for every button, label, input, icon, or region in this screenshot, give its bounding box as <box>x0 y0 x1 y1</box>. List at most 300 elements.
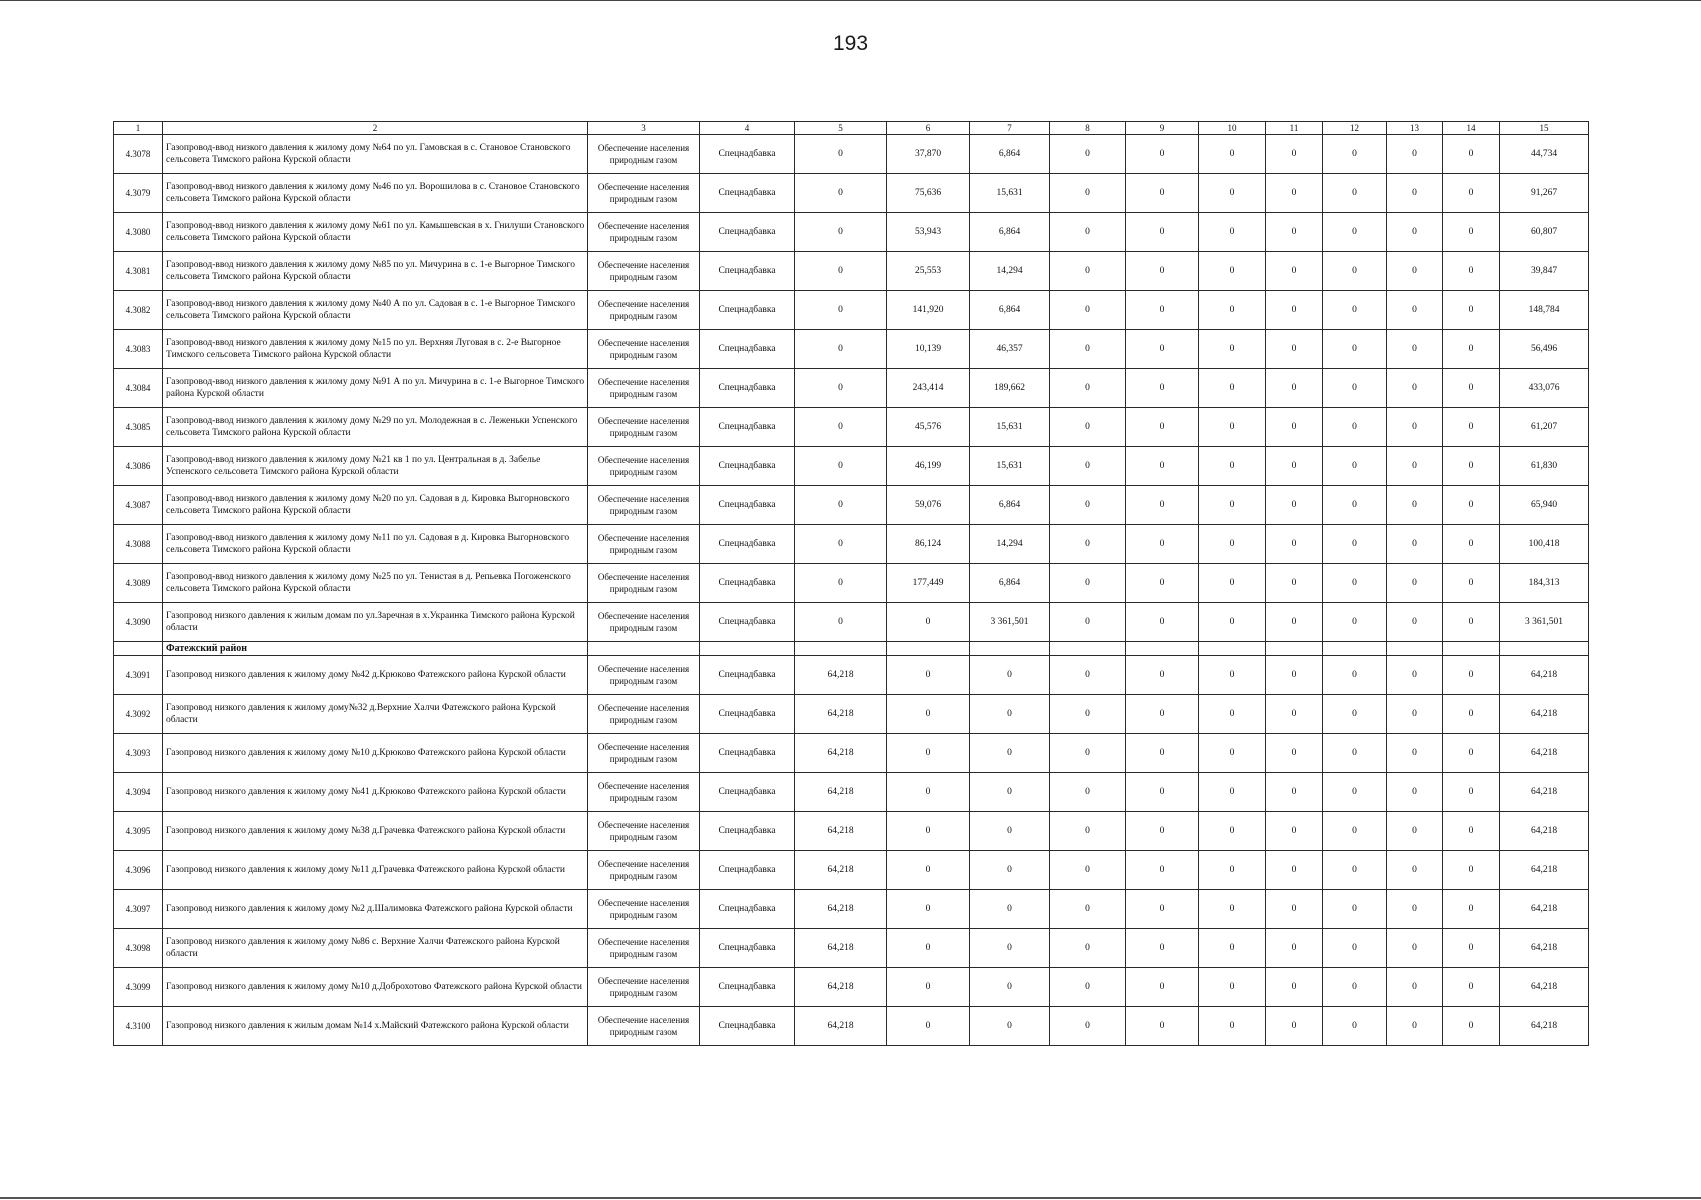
value-col-9: 0 <box>1126 773 1199 812</box>
value-col-5: 0 <box>795 408 887 447</box>
total-col-15: 64,218 <box>1500 695 1589 734</box>
purpose: Обеспечение населения природным газом <box>588 695 700 734</box>
column-header-8: 8 <box>1050 122 1126 135</box>
value-col-13: 0 <box>1387 525 1443 564</box>
object-name: Газопровод низкого давления к жилому дому №2 д.Шалимовка Фатежского района Курской области <box>163 890 588 929</box>
value-col-8: 0 <box>1050 968 1126 1007</box>
value-col-12: 0 <box>1323 330 1387 369</box>
purpose: Обеспечение населения природным газом <box>588 564 700 603</box>
object-name: Газопровод-ввод низкого давления к жилому дому №61 по ул. Камышевская в х. Гнилуши Становского сельсовета Тимского района Курской области <box>163 213 588 252</box>
value-col-8: 0 <box>1050 447 1126 486</box>
purpose: Обеспечение населения природным газом <box>588 656 700 695</box>
table-row <box>114 213 1589 252</box>
total-col-15: 64,218 <box>1500 929 1589 968</box>
total-col-15: 44,734 <box>1500 135 1589 174</box>
value-col-13: 0 <box>1387 695 1443 734</box>
value-col-13: 0 <box>1387 603 1443 642</box>
value-col-10: 0 <box>1199 564 1266 603</box>
value-col-12: 0 <box>1323 851 1387 890</box>
table-row <box>114 603 1589 642</box>
table-row <box>114 929 1589 968</box>
section-empty-cell <box>1266 642 1323 656</box>
total-col-15: 61,207 <box>1500 408 1589 447</box>
total-col-15: 39,847 <box>1500 252 1589 291</box>
value-col-13: 0 <box>1387 812 1443 851</box>
value-col-6: 37,870 <box>887 135 970 174</box>
value-col-14: 0 <box>1443 447 1500 486</box>
table-row <box>114 174 1589 213</box>
purpose: Обеспечение населения природным газом <box>588 1007 700 1046</box>
section-empty-cell <box>1050 642 1126 656</box>
value-col-13: 0 <box>1387 330 1443 369</box>
value-col-5: 64,218 <box>795 890 887 929</box>
purpose: Обеспечение населения природным газом <box>588 890 700 929</box>
purpose: Обеспечение населения природным газом <box>588 447 700 486</box>
value-col-9: 0 <box>1126 695 1199 734</box>
column-number-header <box>114 122 1589 135</box>
value-col-7: 15,631 <box>970 174 1050 213</box>
purpose: Обеспечение населения природным газом <box>588 408 700 447</box>
value-col-12: 0 <box>1323 486 1387 525</box>
funding-source: Спецнадбавка <box>700 525 795 564</box>
value-col-10: 0 <box>1199 603 1266 642</box>
purpose: Обеспечение населения природным газом <box>588 734 700 773</box>
section-empty-cell <box>1500 642 1589 656</box>
value-col-14: 0 <box>1443 525 1500 564</box>
value-col-8: 0 <box>1050 773 1126 812</box>
value-col-5: 0 <box>795 525 887 564</box>
purpose: Обеспечение населения природным газом <box>588 603 700 642</box>
row-id: 4.3099 <box>114 968 163 1007</box>
row-id: 4.3088 <box>114 525 163 564</box>
object-name: Газопровод низкого давления к жилому дому№32 д.Верхние Халчи Фатежского района Курской области <box>163 695 588 734</box>
value-col-11: 0 <box>1266 1007 1323 1046</box>
table-row <box>114 369 1589 408</box>
value-col-10: 0 <box>1199 135 1266 174</box>
total-col-15: 60,807 <box>1500 213 1589 252</box>
section-row <box>114 642 1589 656</box>
value-col-13: 0 <box>1387 486 1443 525</box>
value-col-14: 0 <box>1443 564 1500 603</box>
value-col-13: 0 <box>1387 851 1443 890</box>
section-empty-cell <box>114 642 163 656</box>
column-header-11: 11 <box>1266 122 1323 135</box>
funding-source: Спецнадбавка <box>700 174 795 213</box>
value-col-13: 0 <box>1387 447 1443 486</box>
value-col-8: 0 <box>1050 851 1126 890</box>
object-name: Газопровод-ввод низкого давления к жилому дому №85 по ул. Мичурина в с. 1-е Выгорное Тимского сельсовета Тимского района Курской области <box>163 252 588 291</box>
value-col-11: 0 <box>1266 929 1323 968</box>
value-col-13: 0 <box>1387 890 1443 929</box>
value-col-10: 0 <box>1199 213 1266 252</box>
value-col-9: 0 <box>1126 890 1199 929</box>
value-col-13: 0 <box>1387 408 1443 447</box>
funding-source: Спецнадбавка <box>700 369 795 408</box>
object-name: Газопровод низкого давления к жилому дому №38 д.Грачевка Фатежского района Курской области <box>163 812 588 851</box>
total-col-15: 433,076 <box>1500 369 1589 408</box>
funding-source: Спецнадбавка <box>700 695 795 734</box>
table-row <box>114 252 1589 291</box>
value-col-6: 0 <box>887 851 970 890</box>
value-col-5: 64,218 <box>795 773 887 812</box>
funding-source: Спецнадбавка <box>700 929 795 968</box>
value-col-8: 0 <box>1050 929 1126 968</box>
value-col-9: 0 <box>1126 330 1199 369</box>
total-col-15: 61,830 <box>1500 447 1589 486</box>
value-col-10: 0 <box>1199 447 1266 486</box>
value-col-14: 0 <box>1443 812 1500 851</box>
value-col-14: 0 <box>1443 213 1500 252</box>
section-title: Фатежский район <box>163 642 588 656</box>
value-col-5: 64,218 <box>795 968 887 1007</box>
value-col-13: 0 <box>1387 773 1443 812</box>
total-col-15: 3 361,501 <box>1500 603 1589 642</box>
value-col-9: 0 <box>1126 929 1199 968</box>
object-name: Газопровод-ввод низкого давления к жилому дому №91 А по ул. Мичурина в с. 1-е Выгорное Тимского района Курской области <box>163 369 588 408</box>
funding-source: Спецнадбавка <box>700 486 795 525</box>
value-col-7: 14,294 <box>970 252 1050 291</box>
value-col-14: 0 <box>1443 851 1500 890</box>
purpose: Обеспечение населения природным газом <box>588 486 700 525</box>
funding-source: Спецнадбавка <box>700 1007 795 1046</box>
row-id: 4.3081 <box>114 252 163 291</box>
value-col-12: 0 <box>1323 890 1387 929</box>
funding-source: Спецнадбавка <box>700 213 795 252</box>
value-col-13: 0 <box>1387 174 1443 213</box>
column-header-9: 9 <box>1126 122 1199 135</box>
total-col-15: 64,218 <box>1500 734 1589 773</box>
value-col-8: 0 <box>1050 135 1126 174</box>
table-row <box>114 135 1589 174</box>
funding-source: Спецнадбавка <box>700 408 795 447</box>
value-col-11: 0 <box>1266 447 1323 486</box>
value-col-12: 0 <box>1323 695 1387 734</box>
object-name: Газопровод-ввод низкого давления к жилому дому №11 по ул. Садовая в д. Кировка Выгорновского сельсовета Тимского района Курской области <box>163 525 588 564</box>
table-row <box>114 330 1589 369</box>
value-col-14: 0 <box>1443 252 1500 291</box>
investment-table <box>113 121 1589 1046</box>
value-col-5: 0 <box>795 330 887 369</box>
table-row <box>114 812 1589 851</box>
value-col-10: 0 <box>1199 851 1266 890</box>
value-col-13: 0 <box>1387 213 1443 252</box>
table-row <box>114 525 1589 564</box>
value-col-14: 0 <box>1443 695 1500 734</box>
value-col-9: 0 <box>1126 486 1199 525</box>
value-col-7: 0 <box>970 812 1050 851</box>
funding-source: Спецнадбавка <box>700 252 795 291</box>
column-header-12: 12 <box>1323 122 1387 135</box>
value-col-12: 0 <box>1323 213 1387 252</box>
table-row <box>114 564 1589 603</box>
value-col-12: 0 <box>1323 1007 1387 1046</box>
value-col-12: 0 <box>1323 447 1387 486</box>
value-col-7: 14,294 <box>970 525 1050 564</box>
scan-top-edge <box>0 0 1701 1</box>
value-col-10: 0 <box>1199 812 1266 851</box>
value-col-6: 0 <box>887 734 970 773</box>
value-col-10: 0 <box>1199 734 1266 773</box>
column-header-7: 7 <box>970 122 1050 135</box>
object-name: Газопровод низкого давления к жилому дому №41 д.Крюково Фатежского района Курской области <box>163 773 588 812</box>
table-row <box>114 447 1589 486</box>
purpose: Обеспечение населения природным газом <box>588 525 700 564</box>
object-name: Газопровод низкого давления к жилым домам №14 х.Майский Фатежского района Курской области <box>163 1007 588 1046</box>
value-col-7: 6,864 <box>970 486 1050 525</box>
value-col-11: 0 <box>1266 734 1323 773</box>
value-col-13: 0 <box>1387 252 1443 291</box>
value-col-12: 0 <box>1323 773 1387 812</box>
value-col-5: 0 <box>795 369 887 408</box>
section-empty-cell <box>700 642 795 656</box>
funding-source: Спецнадбавка <box>700 656 795 695</box>
table-row <box>114 1007 1589 1046</box>
value-col-11: 0 <box>1266 174 1323 213</box>
table-row <box>114 890 1589 929</box>
value-col-7: 0 <box>970 851 1050 890</box>
value-col-6: 0 <box>887 695 970 734</box>
funding-source: Спецнадбавка <box>700 291 795 330</box>
value-col-9: 0 <box>1126 213 1199 252</box>
column-header-13: 13 <box>1387 122 1443 135</box>
value-col-12: 0 <box>1323 525 1387 564</box>
object-name: Газопровод-ввод низкого давления к жилому дому №15 по ул. Верхняя Луговая в с. 2-е Выгорное Тимского сельсовета Тимского района Курской области <box>163 330 588 369</box>
object-name: Газопровод низкого давления к жилому дому №10 д.Доброхотово Фатежского района Курской области <box>163 968 588 1007</box>
row-id: 4.3084 <box>114 369 163 408</box>
value-col-5: 0 <box>795 174 887 213</box>
value-col-5: 0 <box>795 447 887 486</box>
value-col-13: 0 <box>1387 291 1443 330</box>
value-col-9: 0 <box>1126 968 1199 1007</box>
table-row <box>114 486 1589 525</box>
purpose: Обеспечение населения природным газом <box>588 213 700 252</box>
total-col-15: 64,218 <box>1500 773 1589 812</box>
value-col-10: 0 <box>1199 369 1266 408</box>
value-col-10: 0 <box>1199 929 1266 968</box>
value-col-11: 0 <box>1266 564 1323 603</box>
value-col-6: 0 <box>887 929 970 968</box>
value-col-11: 0 <box>1266 330 1323 369</box>
value-col-12: 0 <box>1323 929 1387 968</box>
value-col-12: 0 <box>1323 252 1387 291</box>
value-col-8: 0 <box>1050 812 1126 851</box>
section-empty-cell <box>1387 642 1443 656</box>
value-col-8: 0 <box>1050 525 1126 564</box>
value-col-13: 0 <box>1387 656 1443 695</box>
table-row <box>114 968 1589 1007</box>
value-col-6: 0 <box>887 603 970 642</box>
object-name: Газопровод-ввод низкого давления к жилому дому №46 по ул. Ворошилова в с. Становое Становского сельсовета Тимского района Курской области <box>163 174 588 213</box>
value-col-11: 0 <box>1266 135 1323 174</box>
value-col-14: 0 <box>1443 603 1500 642</box>
value-col-5: 64,218 <box>795 656 887 695</box>
table-row <box>114 408 1589 447</box>
value-col-6: 86,124 <box>887 525 970 564</box>
section-empty-cell <box>1199 642 1266 656</box>
value-col-7: 15,631 <box>970 447 1050 486</box>
funding-source: Спецнадбавка <box>700 564 795 603</box>
value-col-5: 0 <box>795 135 887 174</box>
object-name: Газопровод низкого давления к жилому дому №86 с. Верхние Халчи Фатежского района Курской области <box>163 929 588 968</box>
section-empty-cell <box>588 642 700 656</box>
value-col-14: 0 <box>1443 291 1500 330</box>
value-col-9: 0 <box>1126 291 1199 330</box>
total-col-15: 64,218 <box>1500 968 1589 1007</box>
value-col-14: 0 <box>1443 408 1500 447</box>
row-id: 4.3095 <box>114 812 163 851</box>
value-col-14: 0 <box>1443 330 1500 369</box>
row-id: 4.3098 <box>114 929 163 968</box>
column-header-15: 15 <box>1500 122 1589 135</box>
value-col-11: 0 <box>1266 968 1323 1007</box>
value-col-8: 0 <box>1050 369 1126 408</box>
row-id: 4.3086 <box>114 447 163 486</box>
row-id: 4.3092 <box>114 695 163 734</box>
value-col-10: 0 <box>1199 695 1266 734</box>
value-col-13: 0 <box>1387 1007 1443 1046</box>
value-col-10: 0 <box>1199 174 1266 213</box>
funding-source: Спецнадбавка <box>700 603 795 642</box>
value-col-8: 0 <box>1050 695 1126 734</box>
value-col-9: 0 <box>1126 408 1199 447</box>
value-col-13: 0 <box>1387 369 1443 408</box>
value-col-9: 0 <box>1126 564 1199 603</box>
row-id: 4.3089 <box>114 564 163 603</box>
value-col-8: 0 <box>1050 252 1126 291</box>
value-col-11: 0 <box>1266 773 1323 812</box>
object-name: Газопровод-ввод низкого давления к жилому дому №40 А по ул. Садовая в с. 1-е Выгорное Тимского сельсовета Тимского района Курской области <box>163 291 588 330</box>
funding-source: Спецнадбавка <box>700 330 795 369</box>
value-col-12: 0 <box>1323 734 1387 773</box>
row-id: 4.3097 <box>114 890 163 929</box>
value-col-7: 0 <box>970 1007 1050 1046</box>
value-col-11: 0 <box>1266 656 1323 695</box>
total-col-15: 64,218 <box>1500 1007 1589 1046</box>
value-col-8: 0 <box>1050 174 1126 213</box>
value-col-10: 0 <box>1199 773 1266 812</box>
value-col-10: 0 <box>1199 291 1266 330</box>
value-col-9: 0 <box>1126 525 1199 564</box>
value-col-5: 64,218 <box>795 929 887 968</box>
total-col-15: 64,218 <box>1500 812 1589 851</box>
value-col-7: 6,864 <box>970 564 1050 603</box>
object-name: Газопровод-ввод низкого давления к жилому дому №20 по ул. Садовая в д. Кировка Выгорновского сельсовета Тимского района Курской области <box>163 486 588 525</box>
object-name: Газопровод-ввод низкого давления к жилому дому №64 по ул. Гамовская в с. Становое Становского сельсовета Тимского района Курской области <box>163 135 588 174</box>
value-col-6: 0 <box>887 656 970 695</box>
value-col-8: 0 <box>1050 603 1126 642</box>
value-col-5: 64,218 <box>795 1007 887 1046</box>
value-col-7: 3 361,501 <box>970 603 1050 642</box>
purpose: Обеспечение населения природным газом <box>588 330 700 369</box>
value-col-11: 0 <box>1266 486 1323 525</box>
value-col-10: 0 <box>1199 525 1266 564</box>
value-col-13: 0 <box>1387 929 1443 968</box>
value-col-7: 0 <box>970 656 1050 695</box>
total-col-15: 64,218 <box>1500 890 1589 929</box>
value-col-11: 0 <box>1266 291 1323 330</box>
value-col-14: 0 <box>1443 656 1500 695</box>
value-col-6: 141,920 <box>887 291 970 330</box>
value-col-13: 0 <box>1387 968 1443 1007</box>
value-col-5: 0 <box>795 252 887 291</box>
table-row <box>114 851 1589 890</box>
purpose: Обеспечение населения природным газом <box>588 174 700 213</box>
value-col-5: 64,218 <box>795 812 887 851</box>
column-header-3: 3 <box>588 122 700 135</box>
table-row <box>114 734 1589 773</box>
value-col-14: 0 <box>1443 734 1500 773</box>
value-col-7: 46,357 <box>970 330 1050 369</box>
section-empty-cell <box>1126 642 1199 656</box>
purpose: Обеспечение населения природным газом <box>588 968 700 1007</box>
value-col-6: 53,943 <box>887 213 970 252</box>
object-name: Газопровод низкого давления к жилому дому №10 д.Крюково Фатежского района Курской области <box>163 734 588 773</box>
funding-source: Спецнадбавка <box>700 135 795 174</box>
value-col-7: 6,864 <box>970 213 1050 252</box>
funding-source: Спецнадбавка <box>700 447 795 486</box>
column-header-4: 4 <box>700 122 795 135</box>
value-col-10: 0 <box>1199 486 1266 525</box>
funding-source: Спецнадбавка <box>700 968 795 1007</box>
value-col-8: 0 <box>1050 330 1126 369</box>
value-col-9: 0 <box>1126 369 1199 408</box>
value-col-9: 0 <box>1126 252 1199 291</box>
column-header-5: 5 <box>795 122 887 135</box>
value-col-13: 0 <box>1387 734 1443 773</box>
value-col-9: 0 <box>1126 656 1199 695</box>
value-col-7: 0 <box>970 890 1050 929</box>
value-col-6: 0 <box>887 968 970 1007</box>
purpose: Обеспечение населения природным газом <box>588 135 700 174</box>
value-col-10: 0 <box>1199 330 1266 369</box>
column-header-1: 1 <box>114 122 163 135</box>
value-col-11: 0 <box>1266 408 1323 447</box>
total-col-15: 64,218 <box>1500 656 1589 695</box>
value-col-6: 25,553 <box>887 252 970 291</box>
value-col-5: 0 <box>795 291 887 330</box>
value-col-10: 0 <box>1199 408 1266 447</box>
value-col-5: 64,218 <box>795 851 887 890</box>
value-col-12: 0 <box>1323 812 1387 851</box>
total-col-15: 56,496 <box>1500 330 1589 369</box>
purpose: Обеспечение населения природным газом <box>588 929 700 968</box>
purpose: Обеспечение населения природным газом <box>588 369 700 408</box>
value-col-12: 0 <box>1323 408 1387 447</box>
value-col-11: 0 <box>1266 603 1323 642</box>
table-row <box>114 695 1589 734</box>
value-col-7: 0 <box>970 734 1050 773</box>
section-empty-cell <box>887 642 970 656</box>
value-col-9: 0 <box>1126 447 1199 486</box>
value-col-6: 0 <box>887 1007 970 1046</box>
value-col-11: 0 <box>1266 213 1323 252</box>
object-name: Газопровод низкого давления к жилым домам по ул.Заречная в х.Украинка Тимского района Курской области <box>163 603 588 642</box>
section-empty-cell <box>970 642 1050 656</box>
value-col-11: 0 <box>1266 812 1323 851</box>
value-col-7: 0 <box>970 773 1050 812</box>
value-col-12: 0 <box>1323 564 1387 603</box>
value-col-11: 0 <box>1266 369 1323 408</box>
value-col-14: 0 <box>1443 929 1500 968</box>
value-col-13: 0 <box>1387 564 1443 603</box>
value-col-9: 0 <box>1126 174 1199 213</box>
section-empty-cell <box>1443 642 1500 656</box>
funding-source: Спецнадбавка <box>700 773 795 812</box>
value-col-8: 0 <box>1050 213 1126 252</box>
total-col-15: 64,218 <box>1500 851 1589 890</box>
value-col-14: 0 <box>1443 1007 1500 1046</box>
value-col-7: 15,631 <box>970 408 1050 447</box>
